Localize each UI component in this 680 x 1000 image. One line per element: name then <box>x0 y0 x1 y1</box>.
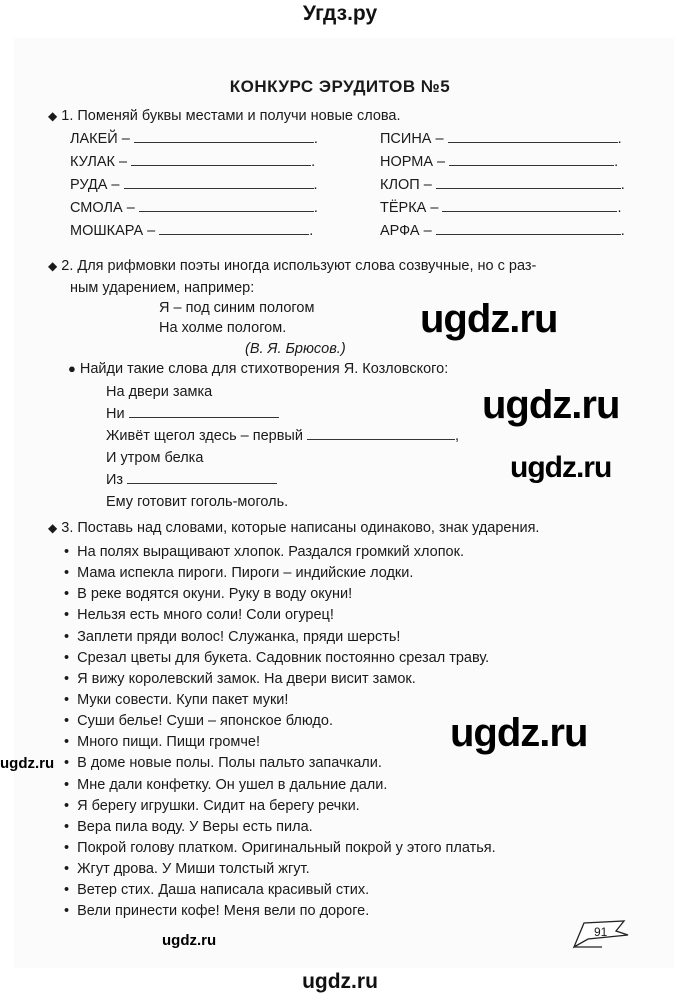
page-number: 91 <box>594 925 608 939</box>
site-header: Угдз.ру <box>302 2 378 25</box>
verse-line: И утром белка <box>106 450 204 466</box>
list-item: • Заплети пряди волос! Служанка, пряди шерсть! <box>64 628 401 645</box>
list-item: • В доме новые полы. Полы пальто запачкали. <box>64 755 382 772</box>
answer-line[interactable] <box>442 210 617 212</box>
answer-line[interactable] <box>436 187 621 189</box>
diamond-bullet-icon: ◆ <box>48 109 58 123</box>
word-row: АРФА – . <box>380 223 625 239</box>
verse-line: Живёт щегол здесь – первый , <box>106 428 460 444</box>
task1-heading: ◆ 1. Поменяй буквы местами и получи новые слова. <box>48 108 401 124</box>
poem-author: (В. Я. Брюсов.) <box>245 341 346 357</box>
watermark: ugdz.ru <box>0 755 55 772</box>
watermark: ugdz.ru <box>450 711 588 755</box>
round-bullet-icon: ● <box>68 361 76 376</box>
list-item: • Нельзя есть много соли! Соли огурец! <box>64 607 334 624</box>
watermark: ugdz.ru <box>510 451 612 484</box>
list-item: • Вели принести кофе! Меня вели по дороге. <box>64 903 370 920</box>
list-item: • Я вижу королевский замок. На двери висит замок. <box>64 670 416 687</box>
list-item: • Мне дали конфетку. Он ушел в дальние дали. <box>64 776 388 793</box>
list-item: • Я берегу игрушки. Сидит на берегу речки. <box>64 797 360 814</box>
answer-line[interactable] <box>131 164 311 166</box>
poem-line: Я – под синим пологом <box>159 300 315 316</box>
list-item: • На полях выращивают хлопок. Раздался громкий хлопок. <box>64 544 464 560</box>
answer-line[interactable] <box>159 233 309 235</box>
list-item: • Суши белье! Суши – японское блюдо. <box>64 713 333 730</box>
diamond-bullet-icon: ◆ <box>48 521 58 535</box>
list-item: • Срезал цветы для букета. Садовник постоянно срезал траву. <box>64 649 490 666</box>
site-footer: ugdz.ru <box>302 970 378 993</box>
watermark: ugdz.ru <box>162 932 217 949</box>
list-item: • В реке водятся окуни. Руку в воду окуни! <box>64 586 353 603</box>
word-row: СМОЛА – . <box>70 200 318 216</box>
list-item: • Мама испекла пироги. Пироги – индийские лодки. <box>64 565 414 582</box>
word-row: МОШКАРА – . <box>70 223 314 239</box>
list-item: • Жгут дрова. У Миши толстый жгут. <box>64 861 310 878</box>
answer-line[interactable] <box>134 141 314 143</box>
answer-line[interactable] <box>129 416 279 418</box>
verse-line: Ему готовит гоголь-моголь. <box>106 494 289 510</box>
word-row: ТЁРКА – . <box>380 200 622 216</box>
diamond-bullet-icon: ◆ <box>48 259 58 273</box>
list-item: • Муки совести. Купи пакет муки! <box>64 691 289 708</box>
task2-text: ным ударением, например: <box>70 280 255 296</box>
word-row: РУДА – . <box>70 177 318 193</box>
word-row: ПСИНА – . <box>380 131 622 147</box>
list-item: • Много пищи. Пищи громче! <box>64 734 261 751</box>
answer-line[interactable] <box>307 438 455 440</box>
list-item: • Ветер стих. Даша написала красивый стих. <box>64 882 370 899</box>
task3-list <box>64 542 496 923</box>
watermark: ugdz.ru <box>482 383 620 427</box>
word-row: КЛОП – . <box>380 177 625 193</box>
word-row: НОРМА – . <box>380 154 619 170</box>
verse-line: На двери замка <box>106 384 213 400</box>
answer-line[interactable] <box>448 141 618 143</box>
poem-line: На холме пологом. <box>159 320 287 336</box>
task2-subtask: ● Найди такие слова для стихотворения Я. Козловского: <box>68 361 449 377</box>
answer-line[interactable] <box>127 482 277 484</box>
word-row: КУЛАК – . <box>70 154 316 170</box>
page-title: КОНКУРС ЭРУДИТОВ №5 <box>229 77 451 96</box>
task2-heading: ◆ 2. Для рифмовки поэты иногда используют слова созвучные, но с раз- <box>48 258 537 274</box>
verse-line: Ни <box>106 406 279 422</box>
verse-line: Из <box>106 472 277 488</box>
answer-line[interactable] <box>436 233 621 235</box>
answer-line[interactable] <box>124 187 314 189</box>
list-item: • Покрой голову платком. Оригинальный покрой у этого платья. <box>64 839 496 856</box>
word-row: ЛАКЕЙ – . <box>70 131 318 147</box>
answer-line[interactable] <box>449 164 614 166</box>
answer-line[interactable] <box>139 210 314 212</box>
list-item: • Вера пила воду. У Веры есть пила. <box>64 818 313 835</box>
task3-heading: ◆ 3. Поставь над словами, которые написаны одинаково, знак ударения. <box>48 520 540 536</box>
watermark: ugdz.ru <box>420 297 558 341</box>
